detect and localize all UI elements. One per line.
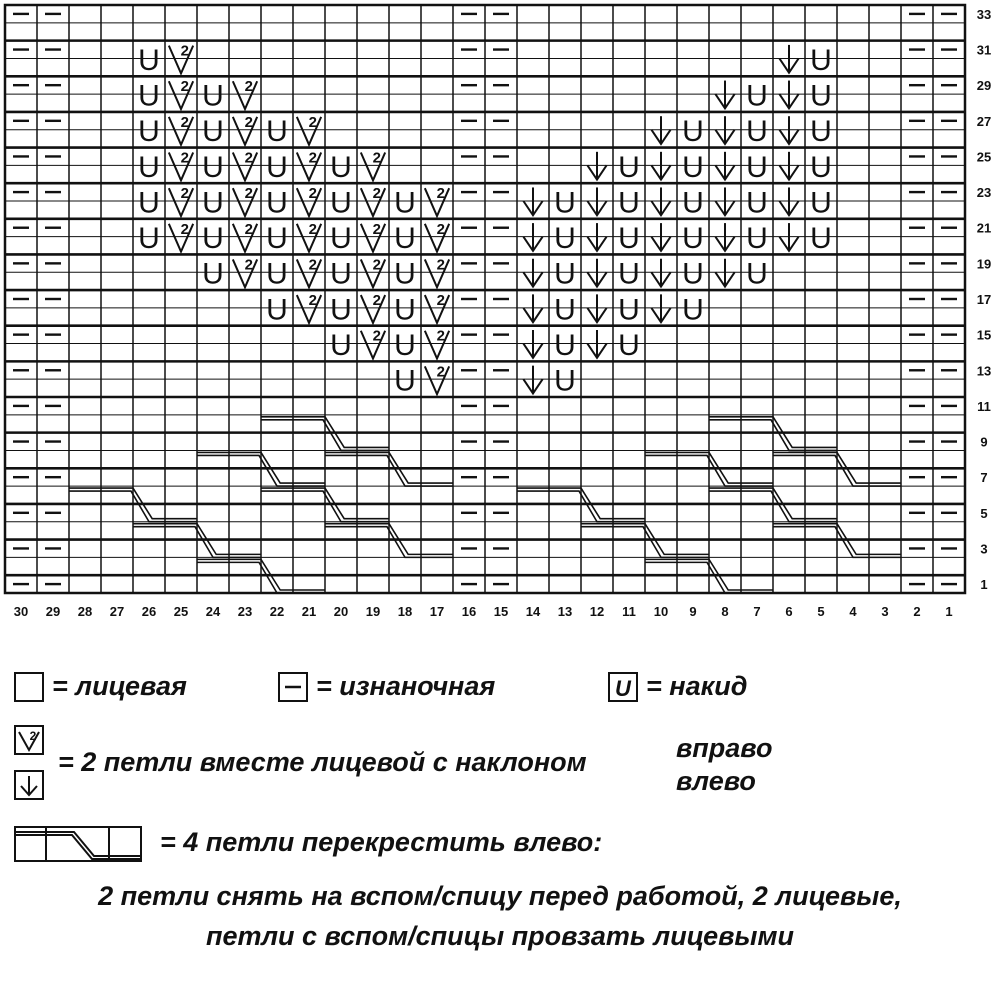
legend-k2tog <box>58 747 587 778</box>
yo-symbol: U <box>394 257 416 291</box>
yo-symbol: U <box>618 257 640 291</box>
k2tog-mark: 2 <box>180 220 190 238</box>
row-label: 13 <box>976 363 992 379</box>
column-label: 26 <box>141 604 157 619</box>
yo-symbol: U <box>810 115 832 149</box>
k2tog-mark: 2 <box>180 42 190 60</box>
row-label: 25 <box>976 149 992 165</box>
yo-symbol-glyph: U <box>615 675 631 700</box>
k2tog-left-icon <box>14 770 44 800</box>
yo-symbol: U <box>394 186 416 220</box>
k2tog-mark: 2 <box>372 256 382 274</box>
yo-symbol: U <box>138 79 160 113</box>
column-label: 7 <box>753 604 761 619</box>
column-label: 28 <box>77 604 93 619</box>
column-labels <box>14 604 953 619</box>
column-label: 3 <box>881 604 889 619</box>
yo-symbol: U <box>618 150 640 184</box>
yo-symbol: U <box>554 222 576 256</box>
yo-symbol: U <box>810 79 832 113</box>
k2tog-mark: 2 <box>244 78 254 96</box>
yo-symbol: U <box>138 186 160 220</box>
k2tog-mark: 2 <box>372 327 382 345</box>
yo-symbol-icon <box>608 672 638 702</box>
k2tog-mark: 2 <box>436 327 446 345</box>
legend <box>0 625 1000 1000</box>
yo-symbol: U <box>682 293 704 327</box>
column-label: 18 <box>397 604 413 619</box>
k2tog-mark: 2 <box>244 220 254 238</box>
yo-symbol: U <box>682 150 704 184</box>
column-label: 4 <box>849 604 857 619</box>
yo-symbol: U <box>394 328 416 362</box>
yo-symbol: U <box>746 186 768 220</box>
row-label: 21 <box>976 220 992 236</box>
yo-symbol: U <box>554 364 576 398</box>
yo-symbol: U <box>810 150 832 184</box>
column-label: 23 <box>237 604 253 619</box>
k2tog-mark: 2 <box>244 113 254 131</box>
column-label: 12 <box>589 604 605 619</box>
k2tog-mark: 2 <box>372 149 382 167</box>
yo-symbol: U <box>266 150 288 184</box>
yo-symbol: U <box>618 293 640 327</box>
yo-symbol: U <box>554 257 576 291</box>
yo-symbol: U <box>746 257 768 291</box>
row-label: 31 <box>976 42 992 58</box>
yo-symbol: U <box>554 328 576 362</box>
yo-symbol: U <box>554 293 576 327</box>
column-label: 11 <box>622 604 636 619</box>
yo-symbol: U <box>202 257 224 291</box>
purl-symbol-icon <box>278 672 308 702</box>
legend-knit-text: = лицевая <box>52 671 187 701</box>
legend-right-text: вправо <box>676 733 773 763</box>
k2tog-mark: 2 <box>180 78 190 96</box>
k2tog-mark: 2 <box>436 292 446 310</box>
legend-cable-desc-1: 2 петли снять на вспом/спицу перед работой, 2 лицевые, <box>98 881 902 911</box>
legend-yo <box>608 671 747 702</box>
column-label: 5 <box>817 604 825 619</box>
row-label: 1 <box>980 577 988 593</box>
column-label: 2 <box>913 604 921 619</box>
cable-symbol-icon <box>14 826 142 862</box>
column-label: 15 <box>493 604 509 619</box>
yo-symbol: U <box>330 257 352 291</box>
column-label: 30 <box>13 604 29 619</box>
yo-symbol: U <box>202 150 224 184</box>
yo-symbol: U <box>202 115 224 149</box>
yo-symbol: U <box>266 222 288 256</box>
row-label: 7 <box>980 470 988 486</box>
yo-symbol: U <box>330 186 352 220</box>
k2tog-mark: 2 <box>308 185 318 203</box>
column-label: 22 <box>269 604 285 619</box>
yo-symbol: U <box>330 222 352 256</box>
row-label: 9 <box>980 434 988 450</box>
yo-symbol: U <box>746 222 768 256</box>
column-label: 1 <box>945 604 953 619</box>
column-label: 8 <box>721 604 729 619</box>
yo-symbol: U <box>202 79 224 113</box>
column-label: 13 <box>557 604 573 619</box>
row-label: 11 <box>977 398 991 414</box>
column-label: 27 <box>109 604 125 619</box>
column-label: 20 <box>333 604 349 619</box>
k2tog-mark: 2 <box>436 185 446 203</box>
k2tog-mark: 2 <box>308 256 318 274</box>
k2tog-mark: 2 <box>180 113 190 131</box>
k2tog-mark: 2 <box>308 149 318 167</box>
yo-symbol: U <box>330 328 352 362</box>
k2tog-mark-glyph: 2 <box>29 729 37 743</box>
yo-symbol: U <box>810 186 832 220</box>
yo-symbol: U <box>618 186 640 220</box>
yo-symbol: U <box>394 364 416 398</box>
column-label: 9 <box>689 604 697 619</box>
yo-symbol: U <box>682 222 704 256</box>
column-label: 21 <box>301 604 317 619</box>
row-label: 15 <box>976 327 992 343</box>
k2tog-mark: 2 <box>308 220 318 238</box>
k2tog-mark: 2 <box>244 256 254 274</box>
yo-symbol: U <box>810 43 832 77</box>
yo-symbol: U <box>682 115 704 149</box>
yo-symbol: U <box>138 150 160 184</box>
yo-symbol: U <box>618 328 640 362</box>
yo-symbol: U <box>138 43 160 77</box>
k2tog-mark: 2 <box>372 292 382 310</box>
row-label: 33 <box>976 6 992 22</box>
yo-symbol: U <box>618 222 640 256</box>
yo-symbol: U <box>138 115 160 149</box>
k2tog-mark: 2 <box>308 113 318 131</box>
yo-symbol: U <box>266 186 288 220</box>
k2tog-mark: 2 <box>308 292 318 310</box>
column-label: 25 <box>173 604 189 619</box>
k2tog-mark: 2 <box>436 256 446 274</box>
row-label: 29 <box>976 78 992 94</box>
legend-k2tog-text: = 2 петли вместе лицевой с наклоном <box>58 747 587 777</box>
yo-symbol: U <box>202 222 224 256</box>
yo-symbol: U <box>266 115 288 149</box>
legend-cable <box>160 827 602 858</box>
column-label: 17 <box>429 604 445 619</box>
legend-purl <box>278 671 495 702</box>
yo-symbol: U <box>394 293 416 327</box>
k2tog-mark: 2 <box>372 185 382 203</box>
row-label: 19 <box>976 256 992 272</box>
row-label: 23 <box>976 185 992 201</box>
k2tog-mark: 2 <box>372 220 382 238</box>
column-label: 14 <box>525 604 541 619</box>
yo-symbol: U <box>266 293 288 327</box>
column-label: 10 <box>653 604 669 619</box>
yo-symbol: U <box>554 186 576 220</box>
yo-symbol: U <box>746 115 768 149</box>
row-labels <box>977 7 991 592</box>
row-label: 3 <box>980 541 988 557</box>
column-label: 24 <box>205 604 221 619</box>
row-label: 5 <box>980 505 988 521</box>
column-label: 6 <box>785 604 793 619</box>
yo-symbol: U <box>682 257 704 291</box>
k2tog-mark: 2 <box>180 149 190 167</box>
row-label: 27 <box>976 113 992 129</box>
column-label: 19 <box>365 604 381 619</box>
k2tog-mark: 2 <box>244 149 254 167</box>
knit-symbol-icon <box>14 672 44 702</box>
yo-symbol: U <box>746 150 768 184</box>
legend-left-text: влево <box>676 766 756 796</box>
yo-symbol: U <box>330 293 352 327</box>
legend-purl-text: = изнаночная <box>316 671 496 701</box>
yo-symbol: U <box>202 186 224 220</box>
k2tog-mark: 2 <box>180 185 190 203</box>
yo-symbol: U <box>138 222 160 256</box>
k2tog-right-icon <box>14 725 44 755</box>
legend-cable-desc-2: петли с вспом/спицы провзать лицевыми <box>206 921 794 951</box>
k2tog-mark: 2 <box>244 185 254 203</box>
yo-symbol: U <box>810 222 832 256</box>
column-label: 16 <box>461 604 477 619</box>
row-label: 17 <box>976 291 992 307</box>
k2tog-mark: 2 <box>436 220 446 238</box>
yo-symbol: U <box>266 257 288 291</box>
k2tog-mark: 2 <box>436 363 446 381</box>
legend-knit <box>14 671 187 702</box>
yo-symbol: U <box>394 222 416 256</box>
column-label: 29 <box>45 604 61 619</box>
legend-yo-text: = накид <box>646 671 748 701</box>
legend-cable-text: = 4 петли перекрестить влево: <box>160 827 603 857</box>
yo-symbol: U <box>330 150 352 184</box>
yo-symbol: U <box>746 79 768 113</box>
yo-symbol: U <box>682 186 704 220</box>
